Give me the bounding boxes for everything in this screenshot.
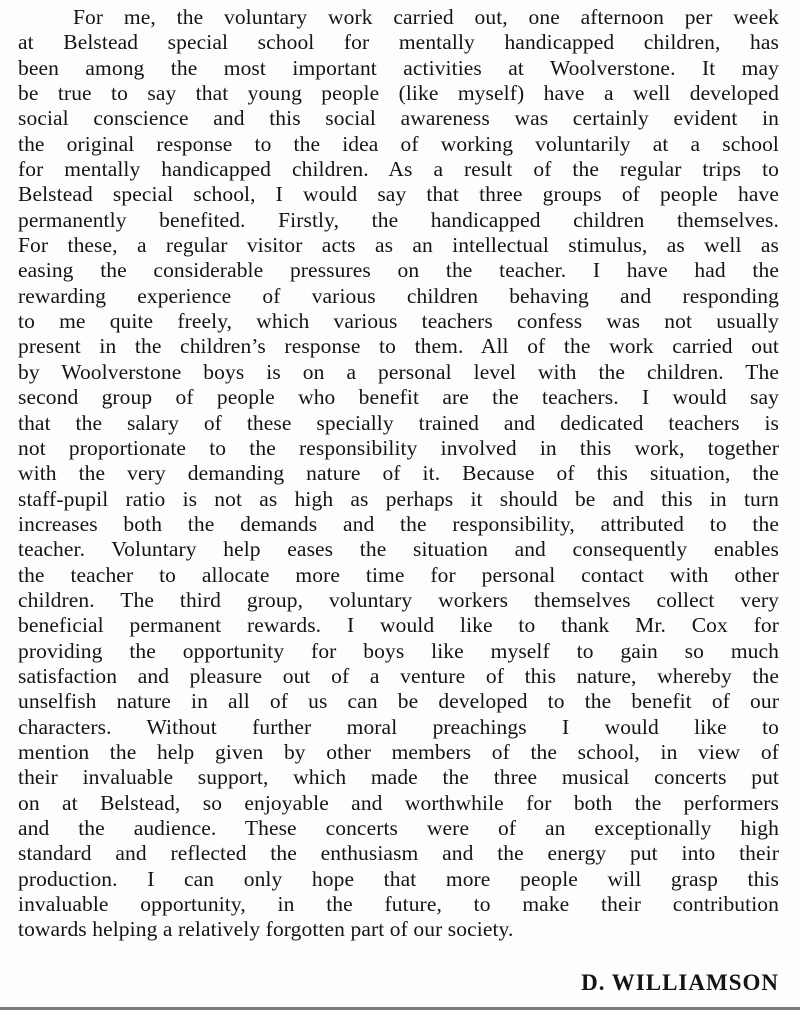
scan-edge-line [0,1007,800,1010]
text-line: satisfaction and pleasure out of a venture of this nature, whereby the [18,663,779,688]
text-line: that the salary of these specially trained and dedicated teachers is [18,410,779,435]
text-line: staff-pupil ratio is not as high as perhaps it should be and this in turn [18,486,779,511]
text-line: standard and reflected the enthusiasm and the energy put into their [18,841,779,866]
text-line: for mentally handicapped children. As a result of the regular trips to [18,157,779,182]
text-line: Belstead special school, I would say that three groups of people have [18,182,779,207]
signature: D. WILLIAMSON [581,969,779,995]
text-line: not proportionate to the responsibility involved in this work, together [18,435,779,460]
body-paragraph [18,5,779,943]
text-line: For these, a regular visitor acts as an intellectual stimulus, as well as [18,233,779,258]
text-line: been among the most important activities at Woolverstone. It may [18,55,779,80]
text-line: beneficial permanent rewards. I would like to thank Mr. Cox for [18,613,779,638]
text-line: production. I can only hope that more people will grasp this [18,866,779,891]
text-line: their invaluable support, which made the three musical concerts put [18,765,779,790]
text-line: children. The third group, voluntary workers themselves collect very [18,587,779,612]
text-line: towards helping a relatively forgotten part of our society. [18,917,514,942]
text-line: second group of people who benefit are the teachers. I would say [18,385,779,410]
text-line: present in the children’s response to them. All of the work carried out [18,334,779,359]
text-line: mention the help given by other members of the school, in view of [18,739,779,764]
text-line: be true to say that young people (like myself) have a well developed [18,81,779,106]
text-line: rewarding experience of various children behaving and responding [18,283,779,308]
text-line: at Belstead special school for mentally handicapped children, has [18,30,779,55]
text-line: unselfish nature in all of us can be developed to the benefit of our [18,689,779,714]
text-line: with the very demanding nature of it. Because of this situation, the [18,461,779,486]
text-line: by Woolverstone boys is on a personal level with the children. The [18,359,779,384]
text-line: increases both the demands and the responsibility, attributed to the [18,511,779,536]
text-line: characters. Without further moral preachings I would like to [18,714,779,739]
text-line: teacher. Voluntary help eases the situation and consequently enables [18,537,779,562]
text-line: the original response to the idea of working voluntarily at a school [18,131,779,156]
text-line: invaluable opportunity, in the future, to make their contribution [18,892,779,917]
text-line: and the audience. These concerts were of an exceptionally high [18,816,779,840]
text-line: the teacher to allocate more time for personal contact with other [18,562,779,587]
text-line: social conscience and this social awareness was certainly evident in [18,106,779,131]
text-line: For me, the voluntary work carried out, one afternoon per week [73,5,779,29]
document-page [18,5,779,996]
text-line: easing the considerable pressures on the teacher. I have had the [18,258,779,283]
text-line: to me quite freely, which various teachers confess was not usually [18,309,779,334]
text-line: on at Belstead, so enjoyable and worthwhile for both the performers [18,790,779,815]
text-line: permanently benefited. Firstly, the handicapped children themselves. [18,207,779,232]
text-line: providing the opportunity for boys like myself to gain so much [18,638,779,663]
